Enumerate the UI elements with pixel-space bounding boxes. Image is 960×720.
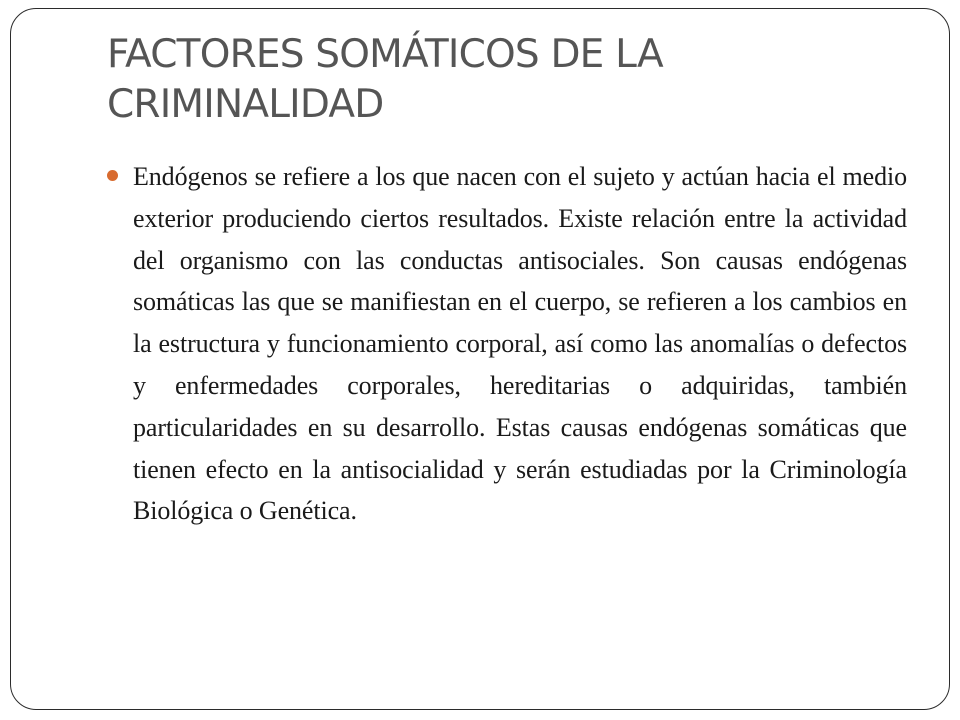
bullet-dot-icon: [107, 170, 118, 181]
slide-title: FACTORES SOMÁTICOS DE LA CRIMINALIDAD: [107, 32, 663, 127]
bullet-paragraph: Endógenos se refiere a los que nacen con el sujeto y actúan hacia el medio exterior produciendo ciertos resultados. Existe relación entre la actividad del organismo con las conductas antisociales. Son causas endógenas somáticas las que se manifiestan en el cuerpo, se refieren a los cambios en la estructura y funcionamiento corporal, así como las anomalías o defectos y enfermedades corporales, hereditarias o adquiridas, también particularidades en su desarrollo. Estas causas endógenas somáticas que tienen efecto en la antisocialidad y serán estudiadas por la Criminología Biológica o Genética.: [133, 162, 907, 526]
